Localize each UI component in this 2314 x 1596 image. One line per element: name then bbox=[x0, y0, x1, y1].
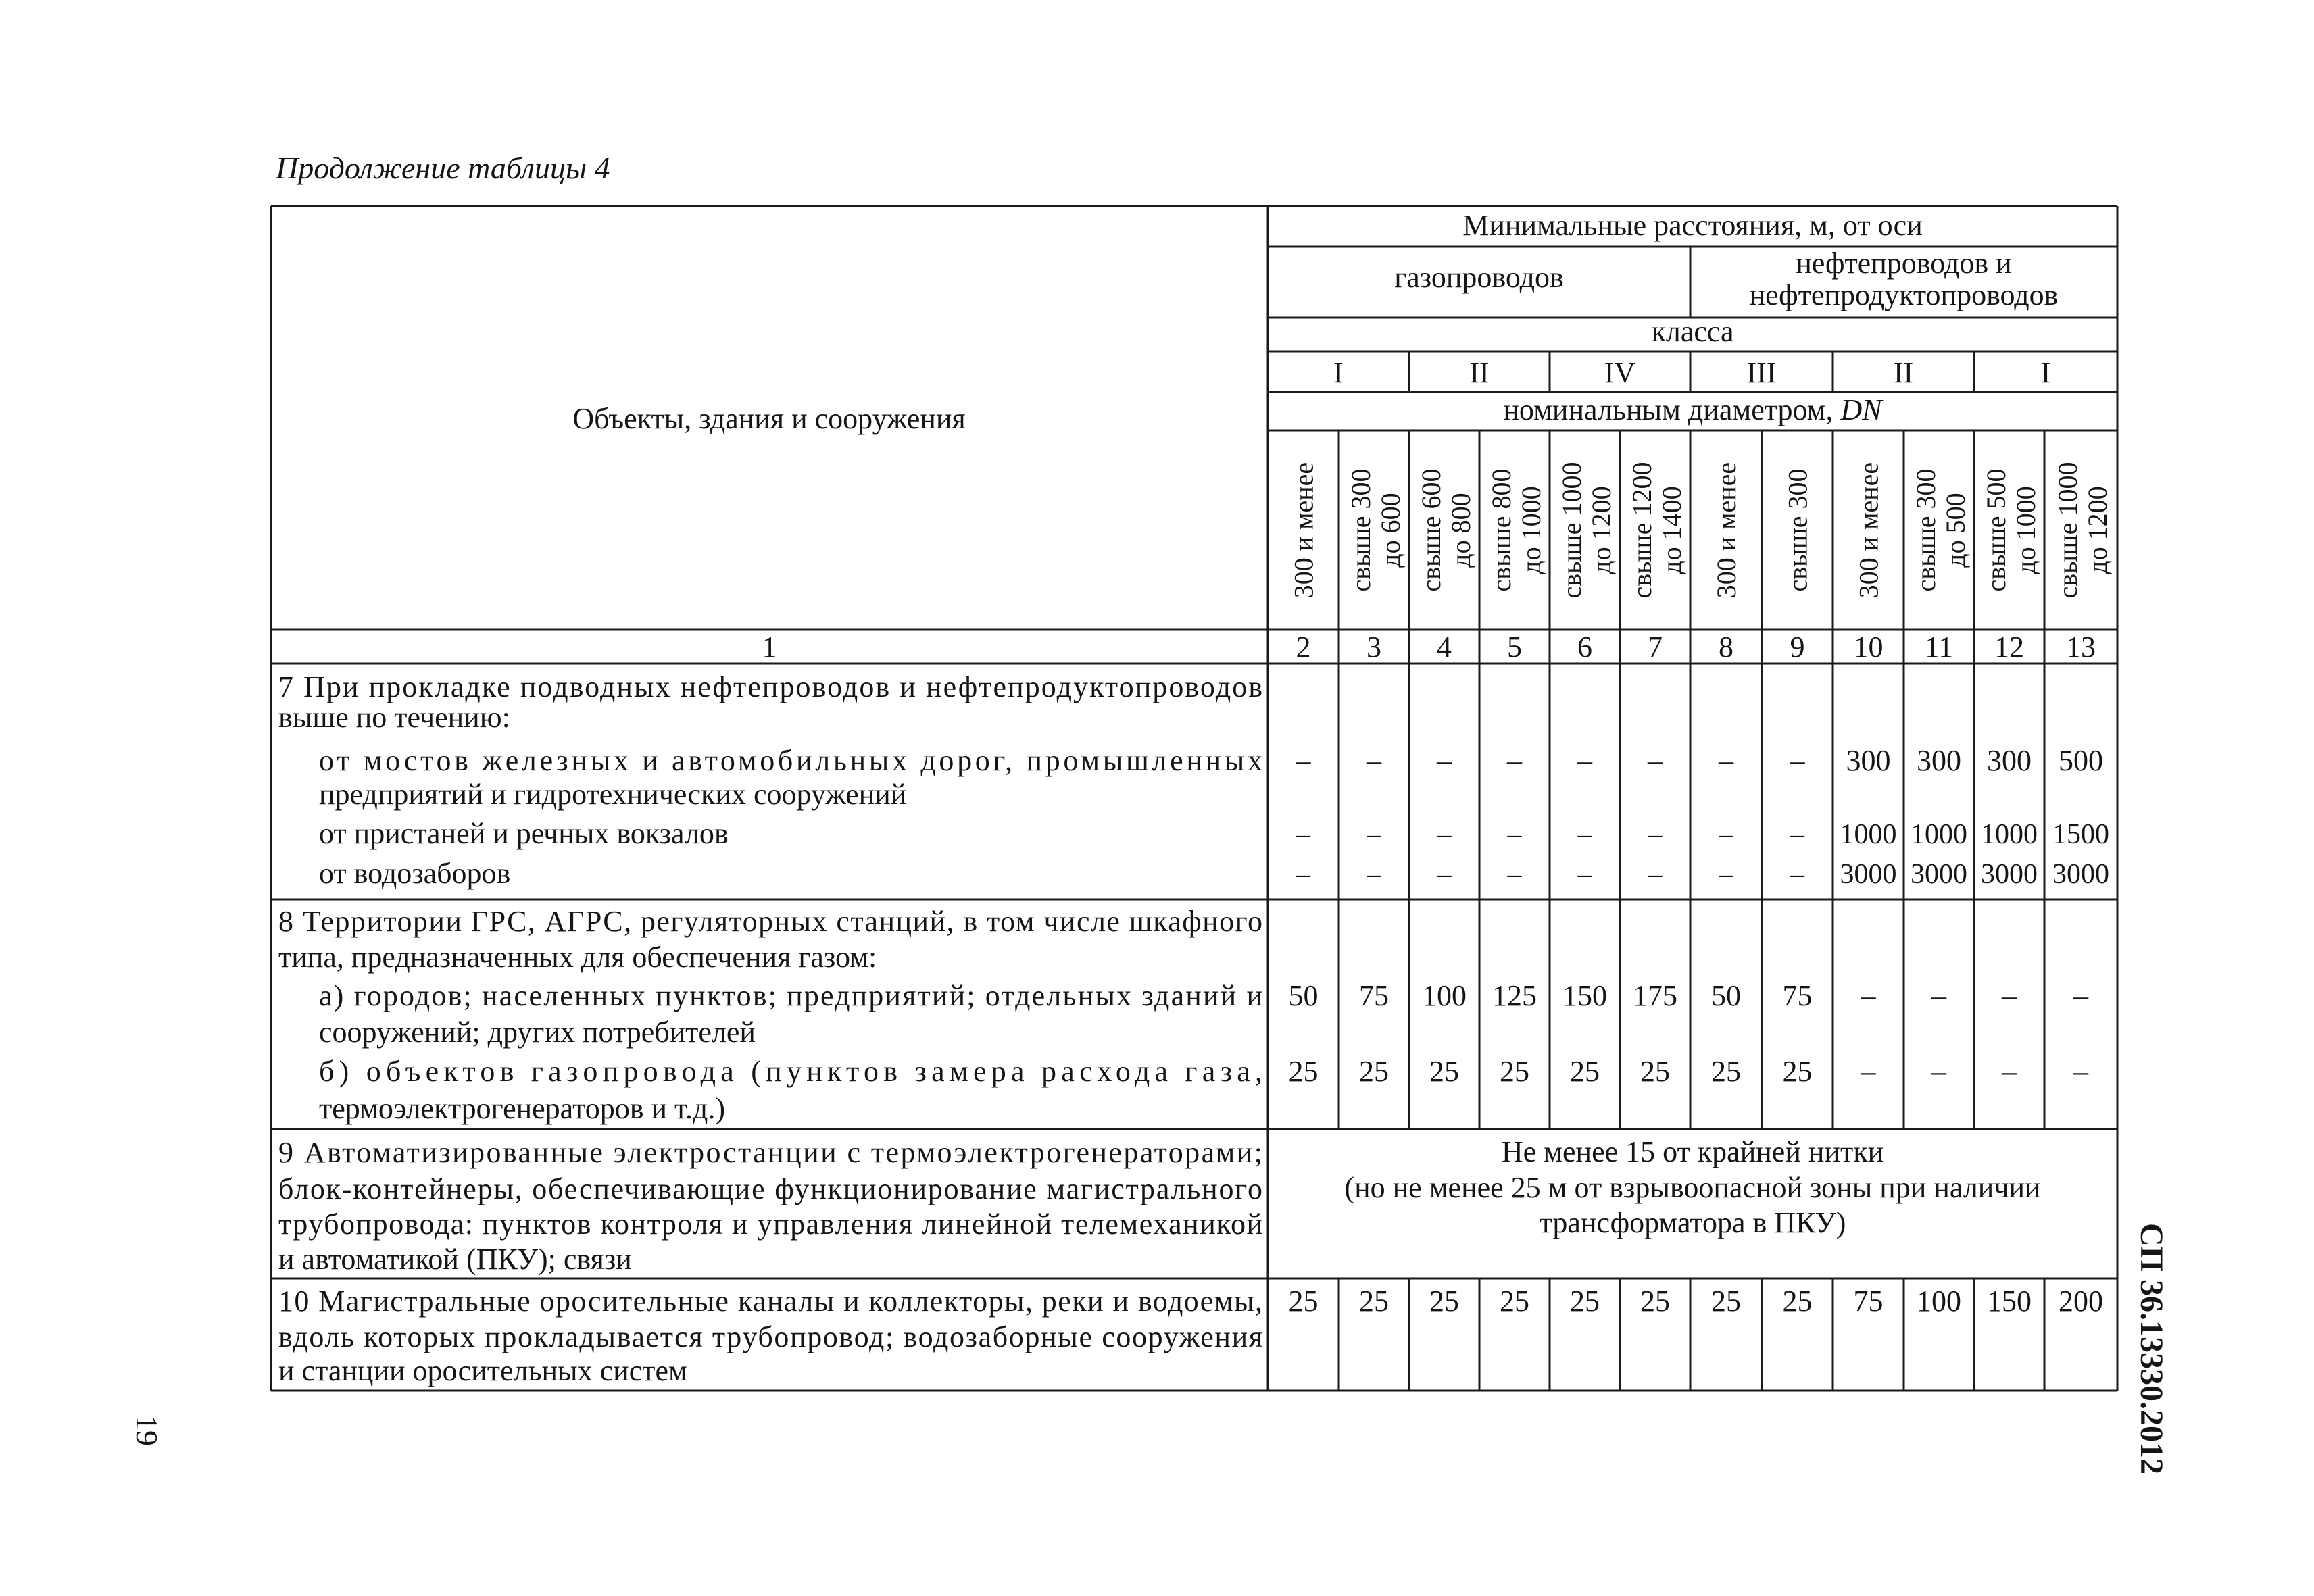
table-cell-value: 3000 bbox=[1911, 859, 1967, 890]
table-cell-value: – bbox=[1790, 859, 1804, 890]
table-cell-value: 1000 bbox=[1981, 819, 2038, 850]
table-cell-value: – bbox=[1296, 744, 1311, 777]
column-number: 8 bbox=[1719, 630, 1733, 664]
diameter-label: свыше 1000 bbox=[2052, 462, 2083, 599]
diameter-label: 300 и менее bbox=[1711, 462, 1742, 599]
table-cell-value: 25 bbox=[1500, 1285, 1529, 1318]
table-cell-value: – bbox=[1507, 744, 1522, 777]
row-title: и станции оросительных систем bbox=[278, 1354, 687, 1387]
merged-cell-note: трансформатора в ПКУ) bbox=[1539, 1206, 1846, 1239]
table-cell-value: – bbox=[1507, 819, 1522, 850]
table-cell-value: – bbox=[1790, 819, 1804, 850]
table-cell-value: 3000 bbox=[1840, 859, 1897, 890]
diameter-label: до 1200 bbox=[2082, 486, 2113, 574]
table-cell-value: 25 bbox=[1429, 1055, 1459, 1088]
diameter-label: до 1000 bbox=[2011, 486, 2041, 574]
diameter-label: свыше 1200 bbox=[1627, 462, 1657, 599]
table-cell-value: 25 bbox=[1288, 1055, 1319, 1088]
diameter-label: 300 и менее bbox=[1853, 462, 1884, 599]
diameter-label: до 500 bbox=[1940, 493, 1971, 568]
table-cell-value: 150 bbox=[1562, 979, 1607, 1012]
class-number: IV bbox=[1604, 356, 1636, 389]
row-title: 8 Территории ГРС, АГРС, регуляторных станций, в том числе шкафного bbox=[278, 905, 1262, 938]
column-number: 3 bbox=[1367, 630, 1381, 664]
gas-pipelines-header: газопроводов bbox=[1394, 261, 1564, 294]
row-subitem: от мостов железных и автомобильных дорог, промышленных bbox=[319, 744, 1262, 777]
class-number: I bbox=[1333, 356, 1344, 389]
table-cell-value: 300 bbox=[1917, 744, 1961, 777]
table-cell-value: – bbox=[1861, 979, 1876, 1012]
column-number: 2 bbox=[1296, 630, 1311, 664]
table-cell-value: 300 bbox=[1987, 744, 2032, 777]
merged-cell-note: (но не менее 25 м от взрывоопасной зоны при наличии bbox=[1344, 1171, 2041, 1204]
column-number: 10 bbox=[1853, 630, 1884, 664]
diameter-label: свыше 800 bbox=[1486, 468, 1517, 592]
column-number: 13 bbox=[2066, 630, 2096, 664]
table-cell-value: 25 bbox=[1359, 1055, 1389, 1088]
table-cell-value: – bbox=[1367, 859, 1381, 890]
table-cell-value: 1000 bbox=[1840, 819, 1897, 850]
table-cell-value: – bbox=[1931, 1055, 1946, 1088]
table-cell-value: – bbox=[1507, 859, 1522, 890]
distances-header: Минимальные расстояния, м, от оси bbox=[1462, 209, 1923, 242]
row-subitem: б) объектов газопровода (пунктов замера расхода газа, bbox=[319, 1055, 1262, 1088]
table-cell-value: 25 bbox=[1570, 1055, 1600, 1088]
table-cell-value: – bbox=[1577, 744, 1592, 777]
diameter-label: свыше 300 bbox=[1346, 468, 1376, 592]
table-cell-value: 100 bbox=[1917, 1285, 1961, 1318]
column-number: 1 bbox=[762, 630, 777, 664]
table-cell-value: – bbox=[1367, 819, 1381, 850]
column-number: 4 bbox=[1437, 630, 1452, 664]
table-cell-value: 25 bbox=[1570, 1285, 1600, 1318]
table-cell-value: – bbox=[1296, 859, 1310, 890]
table-cell-value: – bbox=[1931, 979, 1946, 1012]
row-title: выше по течению: bbox=[278, 701, 510, 734]
row-title: 10 Магистральные оросительные каналы и коллекторы, реки и водоемы, bbox=[278, 1285, 1262, 1318]
row-title: трубопровода: пунктов контроля и управления линейной телемеханикой bbox=[278, 1207, 1262, 1241]
diameter-label: до 800 bbox=[1446, 493, 1476, 568]
class-number: II bbox=[1893, 356, 1914, 389]
table-cell-value: 1500 bbox=[2052, 819, 2109, 850]
table-cell-value: 75 bbox=[1853, 1285, 1884, 1318]
table-cell-value: 25 bbox=[1711, 1055, 1741, 1088]
table-cell-value: 25 bbox=[1288, 1285, 1319, 1318]
table-cell-value: – bbox=[1648, 859, 1663, 890]
table-caption: Продолжение таблицы 4 bbox=[276, 151, 610, 185]
table-cell-value: – bbox=[1790, 744, 1805, 777]
table-cell-value: – bbox=[1437, 859, 1452, 890]
class-number: III bbox=[1746, 356, 1777, 389]
table-cell-value: 50 bbox=[1711, 979, 1741, 1012]
column-number: 9 bbox=[1790, 630, 1805, 664]
table-cell-value: 75 bbox=[1359, 979, 1389, 1012]
row-title: 7 При прокладке подводных нефтепроводов и нефтепродуктопроводов bbox=[278, 670, 1263, 703]
table-cell-value: 75 bbox=[1782, 979, 1813, 1012]
row-subitem: а) городов; населенных пунктов; предприятий; отдельных зданий и bbox=[319, 979, 1262, 1012]
table-cell-value: 200 bbox=[2059, 1285, 2103, 1318]
table-cell-value: – bbox=[1719, 819, 1733, 850]
diameter-label: свыше 600 bbox=[1416, 468, 1446, 592]
table-cell-value: 100 bbox=[1422, 979, 1467, 1012]
row-subitem: термоэлектрогенераторов и т.д.) bbox=[319, 1092, 726, 1125]
table-cell-value: 500 bbox=[2059, 744, 2103, 777]
table-cell-value: – bbox=[1437, 744, 1452, 777]
table-cell-value: – bbox=[1437, 819, 1452, 850]
table-cell-value: – bbox=[1577, 819, 1592, 850]
dn-symbol: DN bbox=[1840, 393, 1882, 426]
table-cell-value: 3000 bbox=[2052, 859, 2109, 890]
table-cell-value: – bbox=[1648, 819, 1663, 850]
table-cell-value: 125 bbox=[1492, 979, 1537, 1012]
table-cell-value: 25 bbox=[1782, 1285, 1813, 1318]
diameter-label: до 1200 bbox=[1586, 486, 1617, 574]
table-cell-value: – bbox=[1648, 744, 1663, 777]
row-title: и автоматикой (ПКУ); связи bbox=[278, 1243, 632, 1276]
table-cell-value: 25 bbox=[1359, 1285, 1389, 1318]
row-title: 9 Автоматизированные электростанции с термоэлектрогенераторами; bbox=[278, 1136, 1262, 1169]
table-cell-value: – bbox=[2073, 1055, 2088, 1088]
table-cell-value: 25 bbox=[1500, 1055, 1529, 1088]
table-cell-value: – bbox=[1577, 859, 1592, 890]
diameter-label: свыше 300 bbox=[1911, 468, 1941, 592]
diameter-label: до 600 bbox=[1375, 493, 1406, 568]
table-cell-value: – bbox=[2002, 1055, 2017, 1088]
table-cell-value: 1000 bbox=[1911, 819, 1967, 850]
page-number: 19 bbox=[130, 1415, 164, 1446]
class-header: класса bbox=[1651, 315, 1734, 348]
column-number: 6 bbox=[1577, 630, 1592, 664]
table-cell-value: 175 bbox=[1633, 979, 1677, 1012]
table-cell-value: 3000 bbox=[1981, 859, 2038, 890]
table-cell-value: – bbox=[1296, 819, 1310, 850]
row-subitem: от водозаборов bbox=[319, 857, 511, 890]
column-number: 5 bbox=[1507, 630, 1522, 664]
table-cell-value: – bbox=[2002, 979, 2017, 1012]
table-cell-value: – bbox=[2073, 979, 2088, 1012]
diameter-header: номинальным диаметром, DN bbox=[1503, 393, 1884, 426]
class-number: I bbox=[2040, 356, 2051, 389]
standard-code: СП 36.13330.2012 bbox=[2134, 1223, 2169, 1474]
table-cell-value: – bbox=[1367, 744, 1381, 777]
column-number: 7 bbox=[1648, 630, 1663, 664]
class-number: II bbox=[1469, 356, 1490, 389]
table-cell-value: 50 bbox=[1288, 979, 1319, 1012]
table-cell-value: 25 bbox=[1429, 1285, 1459, 1318]
table-cell-value: 25 bbox=[1640, 1285, 1670, 1318]
row-title: вдоль которых прокладывается трубопровод; водозаборные сооружения bbox=[278, 1320, 1262, 1353]
column-number: 12 bbox=[1994, 630, 2024, 664]
diameter-label: до 1000 bbox=[1516, 486, 1546, 574]
diameter-label: свыше 500 bbox=[1981, 468, 2011, 592]
table-cell-value: 300 bbox=[1846, 744, 1891, 777]
row-subitem: предприятий и гидротехнических сооружений bbox=[319, 778, 907, 811]
diameter-label: 300 и менее bbox=[1288, 462, 1319, 599]
table-cell-value: 150 bbox=[1987, 1285, 2032, 1318]
diameter-label: до 1400 bbox=[1656, 486, 1687, 574]
oil-pipelines-header: нефтепродуктопроводов bbox=[1749, 278, 2059, 311]
table-cell-value: 25 bbox=[1711, 1285, 1741, 1318]
table-cell-value: – bbox=[1719, 859, 1733, 890]
objects-header: Объекты, здания и сооружения bbox=[572, 402, 966, 435]
merged-cell-note: Не менее 15 от крайней нитки bbox=[1501, 1135, 1884, 1168]
diameter-label: свыше 300 bbox=[1782, 468, 1813, 592]
table-cell-value: – bbox=[1861, 1055, 1876, 1088]
row-title: блок-контейнеры, обеспечивающие функционирование магистрального bbox=[278, 1172, 1262, 1205]
oil-pipelines-header: нефтепроводов и bbox=[1796, 247, 2012, 280]
table-cell-value: 25 bbox=[1640, 1055, 1670, 1088]
row-subitem: сооружений; других потребителей bbox=[319, 1016, 756, 1049]
table-cell-value: – bbox=[1719, 744, 1733, 777]
row-subitem: от пристаней и речных вокзалов bbox=[319, 817, 729, 850]
table-cell-value: 25 bbox=[1782, 1055, 1813, 1088]
column-number: 11 bbox=[1924, 630, 1954, 664]
row-title: типа, предназначенных для обеспечения газом: bbox=[278, 941, 877, 974]
diameter-label: свыше 1000 bbox=[1556, 462, 1587, 599]
